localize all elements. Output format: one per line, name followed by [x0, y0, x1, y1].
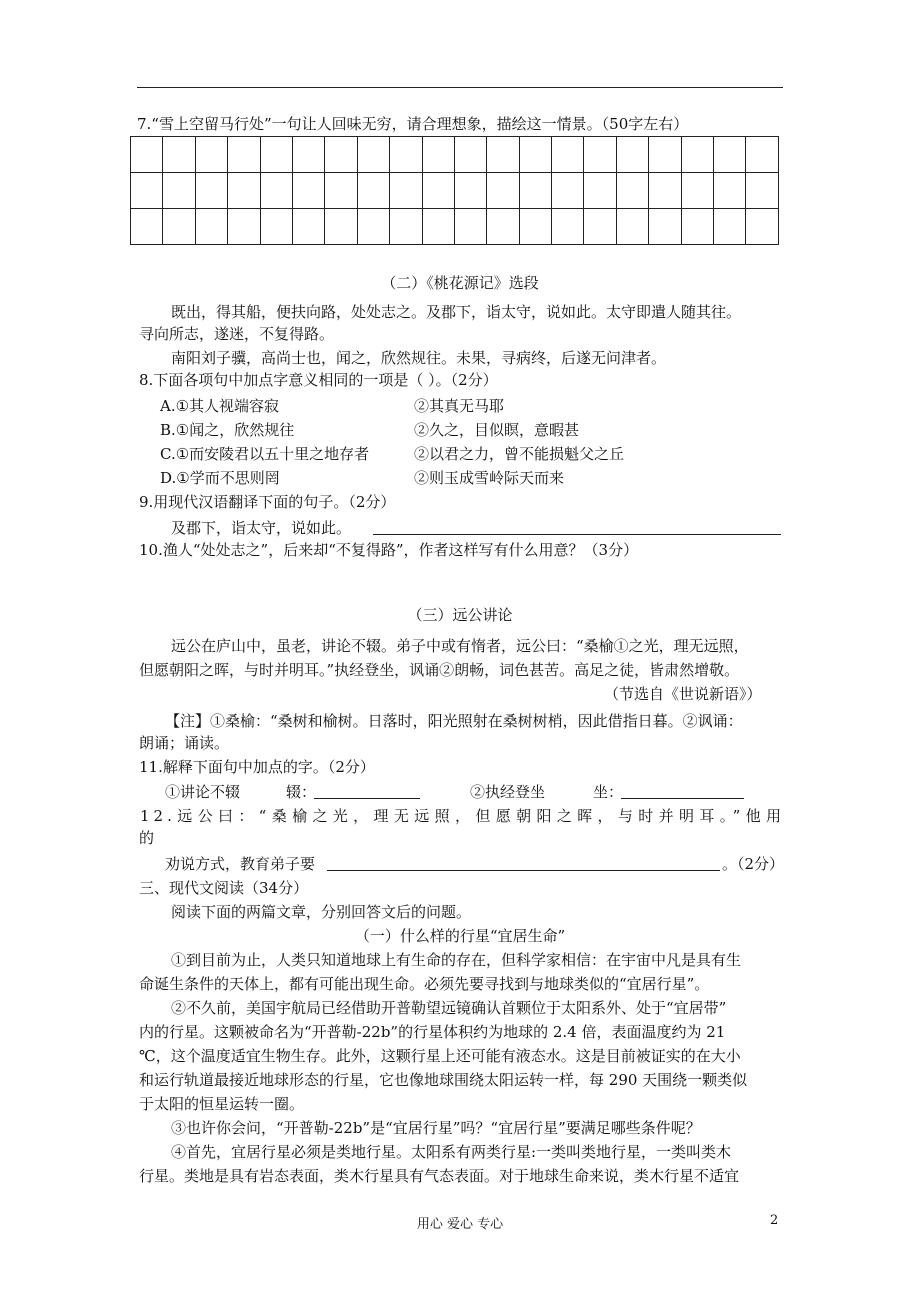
question-11: 11.解释下面句中加点的字。（2分） [139, 758, 375, 776]
grid-cell[interactable] [519, 137, 551, 173]
header-rule [137, 87, 783, 88]
question-8: 8.下面各项句中加点字意义相同的一项是（ ）。（2分） [139, 371, 498, 389]
grid-cell[interactable] [260, 137, 292, 173]
grid-cell[interactable] [325, 137, 357, 173]
note-line-1: 【注】①桑榆：“桑树和榆树。日落时，阳光照射在桑树树梢，因此借指日暮。②讽诵： [165, 712, 743, 730]
grid-cell[interactable] [260, 209, 292, 245]
section-2-title: （二）《桃花源记》选段 [381, 274, 539, 292]
grid-cell[interactable] [681, 173, 713, 209]
answer-line-11-2[interactable] [621, 782, 744, 799]
grid-cell[interactable] [292, 137, 324, 173]
article-line: 于太阳的恒星运转一圈。 [139, 1095, 305, 1113]
grid-cell[interactable] [746, 137, 778, 173]
grid-cell[interactable] [357, 173, 389, 209]
grid-cell[interactable] [422, 173, 454, 209]
grid-cell[interactable] [746, 209, 778, 245]
grid-cell[interactable] [714, 137, 746, 173]
grid-cell[interactable] [163, 173, 195, 209]
grid-row [131, 173, 779, 209]
option-b-2: ②久之，目似瞑，意暇甚 [414, 421, 580, 439]
question-12-score: 。（2分） [722, 855, 785, 873]
option-b-1: B.①闻之，欣然规往 [160, 421, 295, 439]
grid-cell[interactable] [195, 173, 227, 209]
q11-item-1: ①讲论不辍 [165, 783, 241, 801]
grid-row [131, 209, 779, 245]
option-a-2: ②其真无马耶 [414, 397, 505, 415]
q11-item-2-key: 坐： [593, 783, 624, 801]
grid-cell[interactable] [519, 209, 551, 245]
passage-3-source: （节选自《世说新语》） [604, 685, 762, 703]
article-line: ②不久前，美国宇航局已经借助开普勒望远镜确认首颗位于太阳系外、处于“宜居带” [171, 999, 727, 1017]
article-line: ℃，这个温度适宜生物生存。此外，这颗行星上还可能有液态水。这是目前被证实的在大小 [139, 1047, 741, 1065]
grid-cell[interactable] [357, 209, 389, 245]
passage-2-line-3: 南阳刘子骥，高尚士也，闻之，欣然规往。未果，寻病终，后遂无问津者。 [171, 349, 667, 367]
grid-cell[interactable] [454, 137, 486, 173]
grid-cell[interactable] [292, 209, 324, 245]
grid-cell[interactable] [681, 209, 713, 245]
section-3-title: （三）远公讲论 [407, 606, 513, 624]
grid-cell[interactable] [325, 209, 357, 245]
grid-cell[interactable] [649, 209, 681, 245]
grid-cell[interactable] [228, 137, 260, 173]
question-9-sentence: 及郡下，诣太守，说如此。 [171, 519, 352, 537]
option-d-1: D.①学而不思则罔 [160, 469, 280, 487]
grid-cell[interactable] [454, 173, 486, 209]
grid-cell[interactable] [487, 173, 519, 209]
article-line: 行星。类地是具有岩态表面，类木行星具有气态表面。对于地球生命来说，类木行星不适宜 [139, 1167, 740, 1185]
grid-cell[interactable] [390, 137, 422, 173]
grid-cell[interactable] [681, 137, 713, 173]
grid-cell[interactable] [260, 173, 292, 209]
article-line: 命诞生条件的天体上，都有可能出现生命。必须先要寻找到与地球类似的“宜居行星”。 [139, 975, 710, 993]
question-12-prompt: 劝说方式，教育弟子要 [165, 855, 316, 873]
grid-cell[interactable] [422, 137, 454, 173]
answer-line-12[interactable] [327, 854, 720, 871]
grid-cell[interactable] [325, 173, 357, 209]
grid-cell[interactable] [649, 137, 681, 173]
grid-cell[interactable] [584, 137, 616, 173]
grid-cell[interactable] [552, 173, 584, 209]
part-3-intro: 阅读下面的两篇文章，分别回答文后的问题。 [171, 903, 472, 921]
grid-cell[interactable] [163, 209, 195, 245]
option-a-1: A.①其人视端容寂 [160, 397, 280, 415]
grid-cell[interactable] [714, 209, 746, 245]
grid-cell[interactable] [746, 173, 778, 209]
grid-cell[interactable] [163, 137, 195, 173]
passage-3-line-1: 远公在庐山中，虽老，讲论不辍。弟子中或有惰者，远公曰：“桑榆①之光，理无远照， [171, 637, 749, 655]
article-line: ④首先，宜居行星必须是类地行星。太阳系有两类行星:一类叫类地行星，一类叫类木 [171, 1143, 732, 1161]
grid-cell[interactable] [195, 209, 227, 245]
grid-cell[interactable] [487, 209, 519, 245]
question-7: 7.“雪上空留马行处”一句让人回味无穷，请合理想象，描绘这一情景。（50字左右） [137, 115, 689, 133]
article-line: 内的行星。这颗被命名为“开普勒-22b”的行星体积约为地球的 2.4 倍，表面温度约为 21 [139, 1023, 726, 1041]
grid-row [131, 137, 779, 173]
grid-cell[interactable] [616, 173, 648, 209]
option-c-1: C.①而安陵君以五十里之地存者 [160, 445, 370, 463]
grid-cell[interactable] [422, 209, 454, 245]
article-line: ①到目前为止，人类只知道地球上有生命的存在，但科学家相信：在宇宙中凡是具有生 [171, 951, 742, 969]
grid-cell[interactable] [519, 173, 551, 209]
passage-2-line-1: 既出，得其船，便扶向路，处处志之。及郡下，诣太守，说如此。太守即遣人随其往。 [171, 303, 742, 321]
passage-3-line-2: 但愿朝阳之晖，与时并明耳。”执经登坐，讽诵②朗畅，词色甚苦。高足之徒，皆肃然增敬。 [139, 661, 740, 679]
grid-cell[interactable] [584, 173, 616, 209]
answer-grid[interactable] [130, 136, 779, 245]
article-line: 和运行轨道最接近地球形态的行星，它也像地球围绕太阳运转一样，每 290 天围绕一颗类似 [139, 1071, 748, 1089]
grid-cell[interactable] [487, 137, 519, 173]
grid-cell[interactable] [131, 209, 163, 245]
grid-cell[interactable] [131, 173, 163, 209]
q11-item-2: ②执经登坐 [470, 783, 546, 801]
passage-2-line-2: 寻向所志，遂迷，不复得路。 [139, 325, 335, 343]
grid-cell[interactable] [228, 173, 260, 209]
grid-cell[interactable] [228, 209, 260, 245]
grid-cell[interactable] [390, 209, 422, 245]
grid-cell[interactable] [292, 173, 324, 209]
question-10: 10.渔人“处处志之”，后来却“不复得路”，作者这样写有什么用意？（3分） [139, 541, 639, 559]
grid-cell[interactable] [357, 137, 389, 173]
part-3-heading: 三、现代文阅读（34分） [139, 879, 309, 897]
option-c-2: ②以君之力，曾不能损魁父之丘 [414, 445, 625, 463]
grid-cell[interactable] [454, 209, 486, 245]
answer-line-9[interactable] [373, 518, 781, 535]
grid-cell[interactable] [714, 173, 746, 209]
grid-cell[interactable] [131, 137, 163, 173]
question-12-line-1: 12.远公曰：“桑榆之光，理无远照，但愿朝阳之晖，与时并明耳。”他用 [140, 807, 785, 825]
note-line-2: 朗诵；诵读。 [139, 734, 230, 752]
grid-cell[interactable] [195, 137, 227, 173]
option-d-2: ②则玉成雪岭际天而来 [414, 469, 565, 487]
grid-cell[interactable] [584, 209, 616, 245]
grid-cell[interactable] [390, 173, 422, 209]
answer-line-11-1[interactable] [314, 782, 420, 799]
question-12-line-2: 的 [139, 829, 155, 847]
article-1-title: （一）什么样的行星“宜居生命” [354, 927, 566, 945]
grid-cell[interactable] [552, 137, 584, 173]
grid-cell[interactable] [649, 173, 681, 209]
article-line: ③也许你会问，“开普勒-22b”是“宜居行星”吗？“宜居行星”要满足哪些条件呢？ [171, 1119, 701, 1137]
grid-cell[interactable] [552, 209, 584, 245]
footer-motto: 用心 爱心 专心 [416, 1217, 504, 1232]
grid-cell[interactable] [616, 137, 648, 173]
question-9: 9.用现代汉语翻译下面的句子。（2分） [139, 493, 396, 511]
page-number: 2 [770, 1213, 779, 1228]
grid-cell[interactable] [616, 209, 648, 245]
q11-item-1-key: 辍： [286, 783, 317, 801]
